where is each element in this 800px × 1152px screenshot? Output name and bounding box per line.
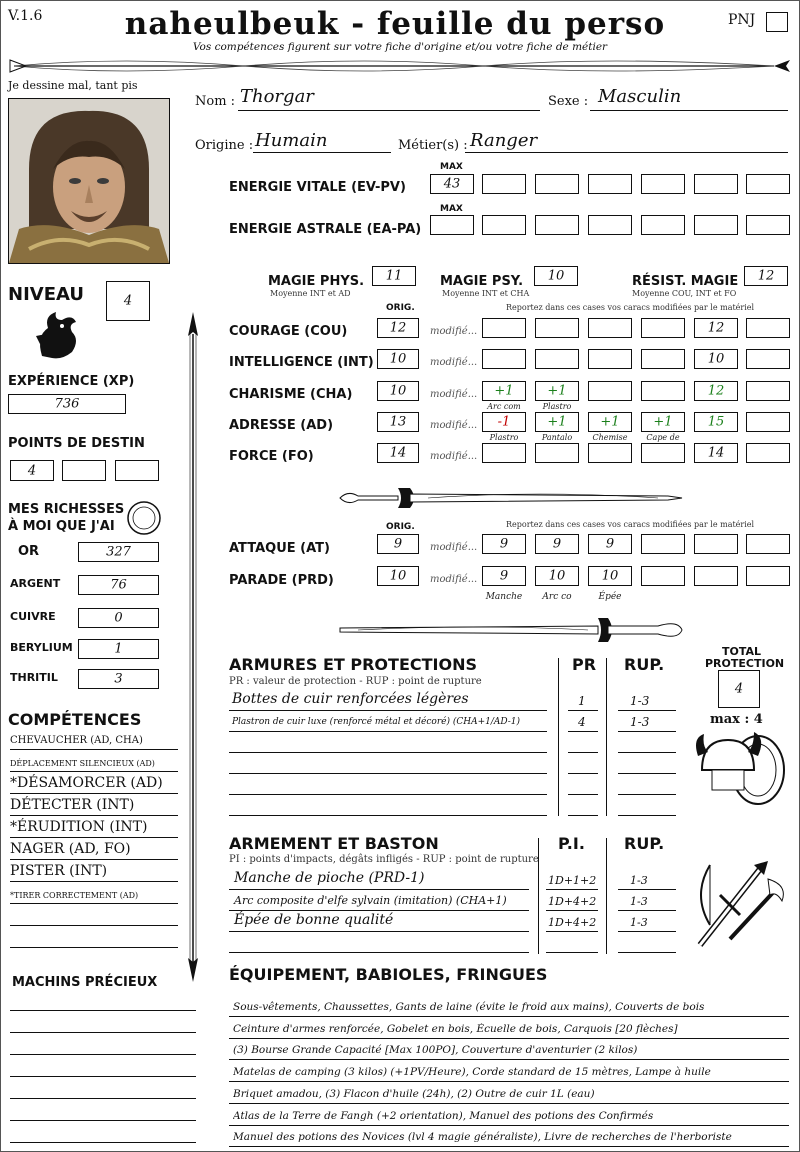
armure-rup-line [618, 773, 676, 774]
combat-mod-box[interactable] [482, 566, 526, 586]
armure-line [229, 752, 547, 753]
competence-line [10, 749, 178, 750]
equipement-line [229, 1146, 789, 1147]
arme-pi-line [546, 952, 598, 953]
arme-pi-line [546, 910, 598, 911]
competence-line [10, 881, 178, 882]
xp-box[interactable] [8, 394, 126, 414]
equipement-title: ÉQUIPEMENT, BABIOLES, FRINGUES [229, 965, 548, 984]
competence-line [10, 771, 178, 772]
combat-mod-box[interactable] [746, 534, 790, 554]
arme-line [229, 931, 529, 932]
richesse-value: 76 [110, 577, 127, 593]
sexe-underline [590, 110, 788, 111]
sexe-field[interactable]: Masculin [598, 86, 682, 107]
competence-item[interactable]: CHEVAUCHER (AD, CHA) [10, 735, 143, 746]
character-portrait-icon [9, 99, 169, 263]
equipement-item[interactable]: Manuel des potions des Novices (lvl 4 magie généraliste), Livre de recherches de l'herboriste [233, 1131, 732, 1144]
armures-col-divider-2 [606, 658, 607, 816]
carac-mod-box[interactable] [588, 349, 632, 369]
armure-rup-line [618, 815, 676, 816]
carac-mod-value: +1 [547, 414, 567, 430]
niveau-box[interactable] [106, 281, 150, 321]
metier-label: Métier(s) : [398, 138, 468, 153]
carac-mod-source: Pantalo [541, 433, 573, 442]
caracs-orig-label: ORIG. [386, 303, 415, 313]
ea-box-3[interactable] [588, 215, 632, 235]
total-protection-value: 4 [734, 681, 744, 697]
arme-line [229, 952, 529, 953]
carac-mod-value: +1 [547, 383, 567, 399]
carac-mod-box[interactable] [535, 318, 579, 338]
origine-underline [253, 152, 391, 153]
competence-line [10, 947, 178, 948]
spear-icon [184, 312, 202, 982]
modified-label: modifié... [430, 574, 478, 585]
combat-orig-box[interactable] [377, 566, 419, 586]
modified-label: modifié... [430, 542, 478, 553]
competence-item[interactable]: *DÉSAMORCER (AD) [10, 775, 163, 791]
combat-mod-box[interactable] [535, 566, 579, 586]
sexe-label: Sexe : [548, 94, 589, 109]
carac-orig-value: 14 [389, 445, 407, 461]
equipement-item[interactable]: (3) Bourse Grande Capacité [Max 100PO], Couverture d'aventurier (2 kilos) [233, 1044, 638, 1057]
armure-line [229, 710, 547, 711]
carac-mod-box[interactable] [588, 412, 632, 432]
competence-line [10, 903, 178, 904]
arme-name[interactable]: Arc composite d'elfe sylvain (imitation) (CHA+1) [234, 894, 507, 907]
armure-name[interactable]: Plastron de cuir luxe (renforcé métal et décoré) (CHA+1/AD-1) [232, 717, 521, 727]
armure-pr-line [568, 752, 598, 753]
resist-magie-note: Moyenne COU, INT et FO [632, 289, 737, 298]
metier-underline [465, 152, 788, 153]
arme-rup[interactable]: 1-3 [630, 874, 648, 887]
carac-mod-box[interactable] [694, 381, 738, 401]
destin-box-3[interactable] [115, 460, 159, 481]
carac-mod-box[interactable] [641, 318, 685, 338]
richesse-box[interactable] [78, 575, 159, 595]
carac-mod-source: Arc com [487, 402, 521, 411]
armures-col-rup: RUP. [624, 655, 665, 674]
equipement-line [229, 1059, 789, 1060]
coin-icon [126, 500, 162, 536]
sheet-subtitle: Vos compétences figurent sur votre fiche d'origine et/ou votre fiche de métier [192, 41, 608, 53]
competence-item[interactable]: DÉPLACEMENT SILENCIEUX (AD) [10, 759, 155, 768]
carac-mod-value: -1 [497, 414, 511, 430]
richesse-label: ARGENT [10, 577, 61, 590]
carac-mod-source: Plastro [489, 433, 519, 442]
carac-orig-value: 12 [389, 320, 407, 336]
machin-line[interactable] [10, 1120, 196, 1121]
combat-mod-value: 9 [605, 536, 615, 552]
armures-col-pr: PR [572, 655, 597, 674]
competence-item[interactable]: *ÉRUDITION (INT) [10, 819, 148, 835]
armure-line [229, 815, 547, 816]
armures-note: PR : valeur de protection - RUP : point de rupture [229, 676, 482, 687]
armure-name[interactable]: Bottes de cuir renforcées légères [232, 691, 469, 707]
modified-label: modifié... [430, 389, 478, 400]
carac-orig-value: 10 [389, 383, 407, 399]
sheet-title: naheulbeuk - feuille du perso [124, 6, 666, 42]
richesses-label-2: À MOI QUE J'AI [8, 519, 115, 534]
magie-phys-value: 11 [385, 268, 403, 284]
armure-pr[interactable]: 4 [578, 715, 586, 729]
carac-orig-box[interactable] [377, 318, 419, 338]
carac-mod-box[interactable] [482, 412, 526, 432]
magie-psy-note: Moyenne INT et CHA [442, 289, 530, 298]
arme-rup[interactable]: 1-3 [630, 895, 648, 908]
carac-mod-box[interactable] [482, 381, 526, 401]
armures-col-divider-1 [558, 658, 559, 816]
pnj-label: PNJ [728, 12, 756, 28]
ev-box-5[interactable] [694, 174, 738, 194]
carac-orig-box[interactable] [377, 381, 419, 401]
armement-col-divider-1 [538, 838, 539, 954]
origine-field[interactable]: Humain [255, 130, 328, 151]
combat-mod-box[interactable] [641, 566, 685, 586]
richesse-value: 3 [114, 671, 123, 687]
combat-source: Épée [598, 592, 622, 602]
armure-rup-line [618, 710, 676, 711]
total-protection-label-1: TOTAL [722, 645, 762, 658]
arme-rup-line [618, 889, 676, 890]
equipement-line [229, 1016, 789, 1017]
carac-mod-box[interactable] [588, 318, 632, 338]
equipement-item[interactable]: Matelas de camping (3 kilos) (+1PV/Heure), Corde standard de 15 mètres, Lampe à huile [233, 1066, 711, 1079]
richesse-value: 327 [106, 544, 131, 560]
machin-line[interactable] [10, 1142, 196, 1143]
metier-field[interactable]: Ranger [470, 130, 538, 151]
carac-mod-box[interactable] [641, 443, 685, 463]
arme-line [229, 889, 529, 890]
niveau-label: NIVEAU [8, 284, 84, 305]
carac-mod-value: +1 [600, 414, 620, 430]
combat-label: ATTAQUE (AT) [229, 541, 330, 556]
destin-box-1[interactable] [10, 460, 54, 481]
ev-box-6[interactable] [746, 174, 790, 194]
machin-line[interactable] [10, 1076, 196, 1077]
combat-orig-value: 9 [393, 536, 403, 552]
combat-orig-value: 10 [389, 568, 407, 584]
carac-mod-box[interactable] [641, 412, 685, 432]
armure-line [229, 773, 547, 774]
carac-mod-box[interactable] [694, 412, 738, 432]
combat-mod-box[interactable] [588, 566, 632, 586]
carac-mod-box[interactable] [482, 318, 526, 338]
richesse-box[interactable] [78, 542, 159, 562]
magie-psy-box[interactable] [534, 266, 578, 286]
arme-rup-line [618, 931, 676, 932]
armement-note: PI : points d'impacts, dégâts infligés - RUP : point de rupture [229, 854, 539, 865]
armure-pr-line [568, 710, 598, 711]
armement-col-divider-2 [606, 838, 607, 954]
arme-pi-line [546, 931, 598, 932]
ev-max-label: MAX [440, 162, 463, 172]
magie-phys-box[interactable] [372, 266, 416, 286]
combat-orig-box[interactable] [377, 534, 419, 554]
armure-pr-line [568, 731, 598, 732]
carac-mod-value: 10 [707, 351, 725, 367]
carac-mod-box[interactable] [588, 381, 632, 401]
competence-item[interactable]: *TIRER CORRECTEMENT (AD) [10, 891, 139, 900]
richesse-box[interactable] [78, 608, 159, 628]
carac-orig-box[interactable] [377, 443, 419, 463]
xp-label: EXPÉRIENCE (XP) [8, 374, 135, 389]
niveau-value: 4 [123, 293, 133, 309]
origine-label: Origine : [195, 138, 254, 153]
combat-mod-box[interactable] [588, 534, 632, 554]
combat-orig-label: ORIG. [386, 522, 415, 532]
ev-box-1[interactable] [482, 174, 526, 194]
armure-pr[interactable]: 1 [578, 694, 586, 708]
total-protection-box[interactable] [718, 670, 760, 708]
machin-line[interactable] [10, 1098, 196, 1099]
carac-mod-source: Chemise [592, 433, 628, 442]
carac-mod-value: +1 [653, 414, 673, 430]
xp-value: 736 [54, 396, 80, 412]
armure-pr-line [568, 815, 598, 816]
ev-box-4[interactable] [641, 174, 685, 194]
carac-mod-box[interactable] [482, 443, 526, 463]
armure-rup[interactable]: 1-3 [630, 715, 650, 729]
arme-pi-line [546, 889, 598, 890]
nom-field[interactable]: Thorgar [240, 86, 314, 107]
armure-pr-line [568, 794, 598, 795]
magie-phys-label: MAGIE PHYS. [268, 274, 365, 289]
carac-mod-box[interactable] [694, 349, 738, 369]
equipement-line [229, 1038, 789, 1039]
max-protection-text: max : 4 [710, 712, 763, 727]
richesse-label: THRITIL [10, 671, 58, 684]
carac-orig-value: 10 [389, 351, 407, 367]
armure-rup-line [618, 731, 676, 732]
competences-title: COMPÉTENCES [8, 710, 142, 729]
sword-icon-2 [338, 612, 684, 648]
competence-line [10, 925, 178, 926]
modified-label: modifié... [430, 357, 478, 368]
ev-box-3[interactable] [588, 174, 632, 194]
carac-mod-box[interactable] [694, 443, 738, 463]
combat-mod-box[interactable] [746, 566, 790, 586]
combat-mod-box[interactable] [535, 534, 579, 554]
armure-pr-line [568, 773, 598, 774]
arme-rup-line [618, 910, 676, 911]
ea-max-box[interactable] [430, 215, 474, 235]
arme-pi[interactable]: 1D+1+2 [548, 874, 597, 887]
carac-mod-box[interactable] [746, 443, 790, 463]
armement-col-rup: RUP. [624, 834, 665, 853]
arme-line [229, 910, 529, 911]
carac-mod-box[interactable] [535, 443, 579, 463]
ea-box-2[interactable] [535, 215, 579, 235]
combat-source: Manche [485, 592, 523, 602]
combat-mod-box[interactable] [482, 534, 526, 554]
total-protection-label-2: PROTECTION [705, 657, 785, 670]
carac-mod-box[interactable] [694, 318, 738, 338]
nom-underline [238, 110, 540, 111]
modified-label: modifié... [430, 420, 478, 431]
magie-phys-note: Moyenne INT et AD [270, 289, 351, 298]
armement-col-pi: P.I. [558, 834, 585, 853]
destin-box-2[interactable] [62, 460, 106, 481]
carac-mod-box[interactable] [535, 412, 579, 432]
ea-box-6[interactable] [746, 215, 790, 235]
carac-mod-source: Plastro [542, 402, 572, 411]
destin-label: POINTS DE DESTIN [8, 436, 145, 451]
richesse-box[interactable] [78, 639, 159, 659]
richesses-label-1: MES RICHESSES [8, 502, 125, 517]
pnj-checkbox[interactable] [766, 12, 788, 32]
resist-magie-value: 12 [757, 268, 775, 284]
portrait-frame[interactable] [8, 98, 170, 264]
carac-label: FORCE (FO) [229, 449, 314, 464]
competence-line [10, 859, 178, 860]
arme-name[interactable]: Épée de bonne qualité [234, 912, 394, 928]
combat-report-note: Reportez dans ces cases vos caracs modifiées par le matériel [506, 520, 755, 529]
ev-max-value: 43 [443, 176, 461, 192]
ea-box-4[interactable] [641, 215, 685, 235]
competence-item[interactable]: DÉTECTER (INT) [10, 797, 135, 813]
caracs-report-note: Reportez dans ces cases vos caracs modifiées par le matériel [506, 303, 755, 312]
richesse-label: CUIVRE [10, 610, 56, 623]
resist-magie-label: RÉSIST. MAGIE [632, 274, 739, 289]
richesse-value: 1 [114, 641, 123, 657]
armure-line [229, 794, 547, 795]
carac-mod-source: Cape de [646, 433, 680, 442]
ea-label: ENERGIE ASTRALE (EA-PA) [229, 222, 422, 237]
arme-rup[interactable]: 1-3 [630, 916, 648, 929]
destin-value: 4 [27, 463, 37, 478]
carac-mod-value: 15 [707, 414, 725, 430]
portrait-caption: Je dessine mal, tant pis [8, 79, 138, 92]
combat-source: Arc co [542, 592, 572, 602]
combat-mod-value: 9 [552, 536, 562, 552]
armure-line [229, 731, 547, 732]
machin-line[interactable] [10, 1010, 196, 1011]
richesse-label: OR [18, 544, 40, 559]
dragon-icon [32, 306, 82, 362]
equipement-item[interactable]: Atlas de la Terre de Fangh (+2 orientation), Manuel des potions des Confirmés [233, 1109, 654, 1122]
carac-mod-value: 12 [707, 383, 725, 399]
carac-mod-box[interactable] [641, 381, 685, 401]
combat-mod-value: 10 [548, 568, 566, 584]
carac-label: COURAGE (COU) [229, 324, 348, 339]
ev-max-box[interactable] [430, 174, 474, 194]
modified-label: modifié... [430, 451, 478, 462]
armure-rup-line [618, 794, 676, 795]
machin-line[interactable] [10, 1032, 196, 1033]
ea-box-5[interactable] [694, 215, 738, 235]
ea-box-1[interactable] [482, 215, 526, 235]
version-label: V.1.6 [8, 8, 43, 24]
carac-orig-value: 13 [389, 414, 407, 430]
competence-item[interactable]: NAGER (AD, FO) [10, 841, 131, 857]
competence-line [10, 793, 178, 794]
carac-mod-box[interactable] [641, 349, 685, 369]
equipement-line [229, 1125, 789, 1126]
richesse-box[interactable] [78, 669, 159, 689]
resist-magie-box[interactable] [744, 266, 788, 286]
carac-mod-box[interactable] [746, 412, 790, 432]
armement-title: ARMEMENT ET BASTON [229, 834, 439, 853]
richesse-label: BERYLIUM [10, 641, 73, 654]
carac-mod-box[interactable] [746, 318, 790, 338]
carac-mod-box[interactable] [746, 349, 790, 369]
carac-mod-value: +1 [494, 383, 514, 399]
competence-line [10, 815, 178, 816]
arrow-divider-icon [4, 54, 796, 78]
carac-orig-box[interactable] [377, 349, 419, 369]
carac-mod-box[interactable] [482, 349, 526, 369]
crossed-weapons-icon [690, 855, 790, 951]
combat-mod-box[interactable] [641, 534, 685, 554]
ev-box-2[interactable] [535, 174, 579, 194]
combat-mod-box[interactable] [694, 534, 738, 554]
equipement-item[interactable]: Briquet amadou, (3) Flacon d'huile (24h), (2) Outre de cuir 1L (eau) [233, 1087, 595, 1100]
armure-rup[interactable]: 1-3 [630, 694, 650, 708]
arme-pi[interactable]: 1D+4+2 [548, 895, 597, 908]
carac-mod-box[interactable] [588, 443, 632, 463]
ea-max-label: MAX [440, 204, 463, 214]
carac-mod-value: 14 [707, 445, 725, 461]
ev-label: ENERGIE VITALE (EV-PV) [229, 180, 406, 195]
combat-mod-value: 9 [499, 536, 509, 552]
carac-label: CHARISME (CHA) [229, 387, 353, 402]
combat-mod-value: 9 [499, 568, 509, 584]
modified-label: modifié... [430, 326, 478, 337]
carac-orig-box[interactable] [377, 412, 419, 432]
competence-line [10, 837, 178, 838]
carac-label: INTELLIGENCE (INT) [229, 355, 374, 370]
carac-mod-box[interactable] [535, 381, 579, 401]
equipement-line [229, 1103, 789, 1104]
equipement-item[interactable]: Ceinture d'armes renforcée, Gobelet en bois, Écuelle de bois, Carquois [20 flèches] [233, 1022, 678, 1035]
armure-rup-line [618, 752, 676, 753]
helmet-shield-icon [694, 726, 788, 810]
equipement-line [229, 1081, 789, 1082]
carac-mod-box[interactable] [535, 349, 579, 369]
combat-label: PARADE (PRD) [229, 573, 334, 588]
equipement-item[interactable]: Sous-vêtements, Chaussettes, Gants de laine (évite le froid aux mains), Couverts de bois [233, 1001, 705, 1013]
richesse-value: 0 [114, 610, 123, 626]
sword-icon [338, 480, 684, 516]
combat-mod-value: 10 [601, 568, 619, 584]
arme-pi[interactable]: 1D+4+2 [548, 916, 597, 929]
combat-mod-box[interactable] [694, 566, 738, 586]
carac-label: ADRESSE (AD) [229, 418, 334, 433]
competence-item[interactable]: PISTER (INT) [10, 863, 108, 879]
arme-rup-line [618, 952, 676, 953]
arme-name[interactable]: Manche de pioche (PRD-1) [234, 870, 425, 886]
carac-mod-box[interactable] [746, 381, 790, 401]
nom-label: Nom : [195, 94, 236, 109]
armures-title: ARMURES ET PROTECTIONS [229, 655, 477, 674]
machin-line[interactable] [10, 1054, 196, 1055]
magie-psy-value: 10 [547, 268, 565, 284]
carac-mod-value: 12 [707, 320, 725, 336]
magie-psy-label: MAGIE PSY. [440, 274, 524, 289]
machins-title: MACHINS PRÉCIEUX [12, 975, 158, 990]
